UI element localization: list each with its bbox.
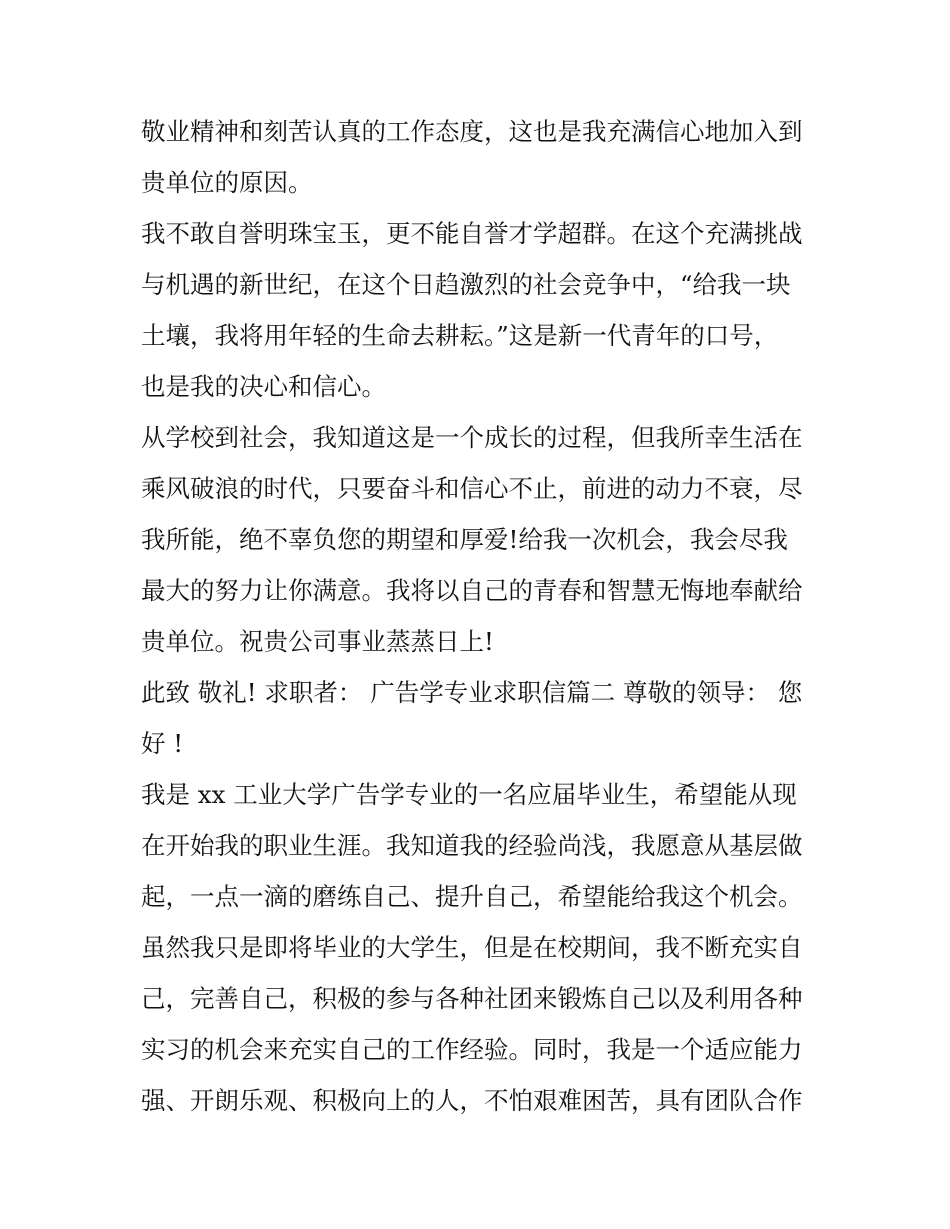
text-line: 虽然我只是即将毕业的大学生，但是在校期间，我不断充实自 (141, 933, 803, 962)
text-line: 最大的努力让你满意。我将以自己的青春和智慧无悔地奉献给 (141, 576, 803, 605)
text-line: 强、开朗乐观、积极向上的人，不怕艰难困苦，具有团队合作 (141, 1086, 803, 1115)
document-body (141, 106, 821, 1126)
text-line: 贵单位的原因。 (141, 168, 313, 197)
text-line: 我是 xx 工业大学广告学专业的一名应届毕业生，希望能从现 (141, 780, 797, 809)
text-line: 乘风破浪的时代，只要奋斗和信心不止，前进的动力不衰，尽 (141, 474, 803, 503)
text-line: 我不敢自誉明珠宝玉，更不能自誉才学超群。在这个充满挑战 (141, 219, 803, 248)
text-line: 起，一点一滴的磨练自己、提升自己，希望能给我这个机会。 (141, 882, 803, 911)
text-line: 此致 敬礼! 求职者： 广告学专业求职信篇二 尊敬的领导： 您 (141, 678, 803, 707)
text-line: 与机遇的新世纪，在这个日趋激烈的社会竞争中，“给我一块 (141, 270, 791, 299)
text-line: 好 ! (141, 729, 184, 758)
text-line: 在开始我的职业生涯。我知道我的经验尚浅，我愿意从基层做 (141, 831, 803, 860)
text-line: 贵单位。祝贵公司事业蒸蒸日上! (141, 627, 494, 656)
text-line: 土壤，我将用年轻的生命去耕耘。”这是新一代青年的口号， (141, 321, 779, 350)
text-line: 敬业精神和刻苦认真的工作态度，这也是我充满信心地加入到 (141, 117, 803, 146)
text-line: 从学校到社会，我知道这是一个成长的过程，但我所幸生活在 (141, 423, 803, 452)
text-line: 实习的机会来充实自己的工作经验。同时，我是一个适应能力 (141, 1035, 803, 1064)
text-line: 我所能，绝不辜负您的期望和厚爱!给我一次机会，我会尽我 (141, 525, 788, 554)
text-line: 也是我的决心和信心。 (141, 372, 386, 401)
text-line: 己，完善自己，积极的参与各种社团来锻炼自己以及利用各种 (141, 984, 803, 1013)
